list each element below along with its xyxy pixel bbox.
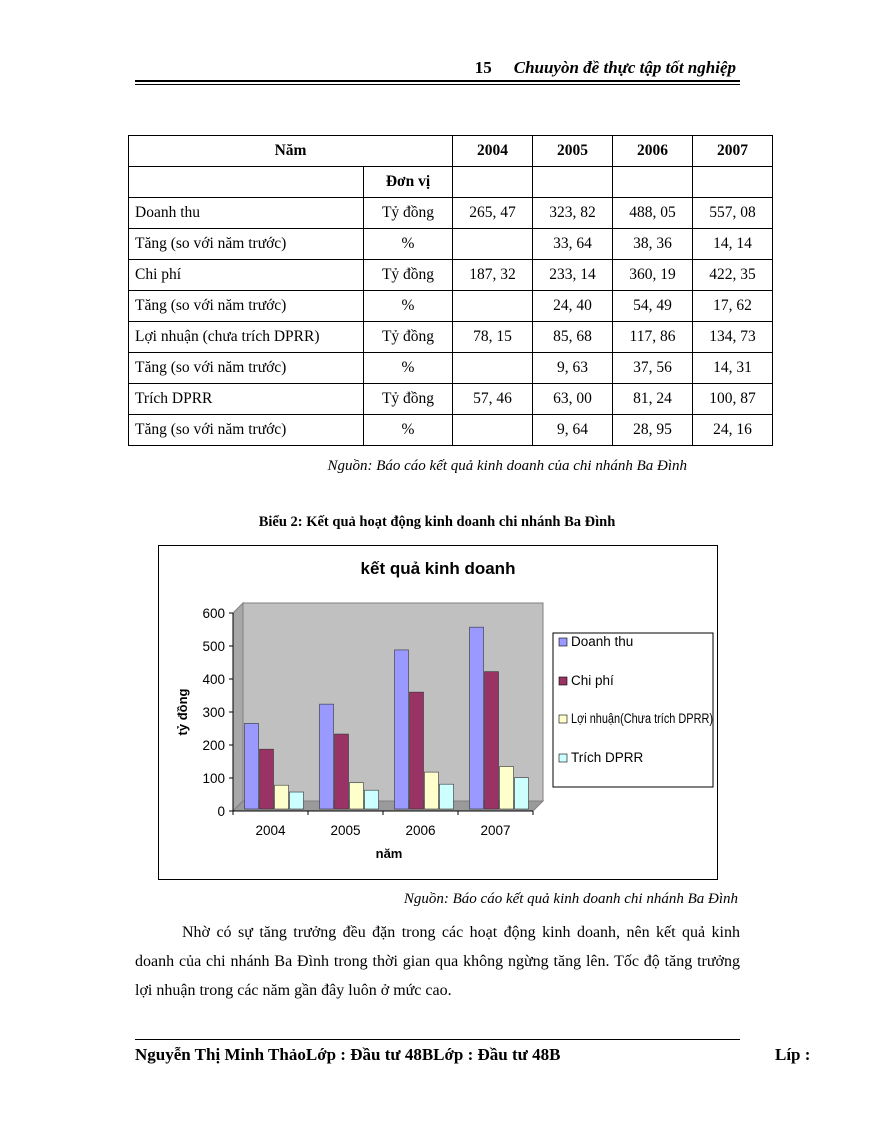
bar-l-i-nhu-n-ch-a-tr-ch-dprr--2006 [425,772,439,809]
x-tick-label: 2004 [255,823,286,838]
unit-cell: Tỷ đồng [364,322,453,353]
legend-swatch [559,677,567,685]
table-row [129,353,773,384]
year-cell: 2005 [533,136,613,167]
unit-cell: % [364,229,453,260]
y-axis-label: tỷ đồng [175,688,190,736]
value-cell: 134, 73 [693,322,773,353]
value-cell: 557, 08 [693,198,773,229]
table-row [129,322,773,353]
unit-cell: % [364,353,453,384]
legend-label: Trích DPRR [571,750,644,765]
blank-cell [613,167,693,198]
legend-swatch [559,638,567,646]
value-cell [453,229,533,260]
row-label-cell: Tăng (so với năm trước) [129,415,364,446]
bar-chi-ph--2007 [485,672,499,809]
legend-swatch [559,754,567,762]
plot-side-wall [233,603,243,811]
value-cell: 422, 35 [693,260,773,291]
chart-source-note: Nguồn: Báo cáo kết quả kinh doanh chi nhánh Ba Đình [403,891,738,907]
table-unit-row [129,167,773,198]
row-label-cell: Chi phí [129,260,364,291]
table-row [129,384,773,415]
row-label-cell: Doanh thu [129,198,364,229]
value-cell: 54, 49 [613,291,693,322]
page-header [135,58,740,80]
year-cell: 2006 [613,136,693,167]
bar-doanh-thu-2007 [470,627,484,809]
table-header-row [129,136,773,167]
bar-doanh-thu-2006 [395,650,409,809]
value-cell: 14, 31 [693,353,773,384]
unit-header-cell: Đơn vị [364,167,453,198]
bar-tr-ch-dprr-2006 [440,784,454,809]
year-cell: 2007 [693,136,773,167]
value-cell: 24, 40 [533,291,613,322]
chart-title: kết quả kinh doanh [360,559,516,578]
value-cell: 81, 24 [613,384,693,415]
value-cell: 57, 46 [453,384,533,415]
y-tick-label: 300 [202,705,225,720]
bar-l-i-nhu-n-ch-a-tr-ch-dprr--2007 [500,767,514,809]
table-row [129,229,773,260]
unit-cell: Tỷ đồng [364,198,453,229]
x-tick-label: 2005 [330,823,361,838]
bar-doanh-thu-2004 [245,723,259,809]
row-label-cell: Tăng (so với năm trước) [129,353,364,384]
unit-cell: Tỷ đồng [364,260,453,291]
unit-cell: % [364,415,453,446]
table-source-note: Nguồn: Báo cáo kết quả kinh doanh của chi nhánh Ba Đình [327,458,687,474]
legend-label: Doanh thu [571,634,634,649]
value-cell: 17, 62 [693,291,773,322]
value-cell: 265, 47 [453,198,533,229]
value-cell: 360, 19 [613,260,693,291]
value-cell: 233, 14 [533,260,613,291]
page-number: 15 [474,58,492,77]
value-cell: 63, 00 [533,384,613,415]
y-tick-label: 100 [202,771,225,786]
year-header-cell: Năm [129,136,453,167]
value-cell: 187, 32 [453,260,533,291]
chart-caption: Biểu 2: Kết quả hoạt động kinh doanh chi nhánh Ba Đình [258,514,616,530]
header-text [475,58,736,78]
unit-cell: Tỷ đồng [364,384,453,415]
x-tick-label: 2007 [480,823,511,838]
value-cell: 28, 95 [613,415,693,446]
row-label-cell: Tăng (so với năm trước) [129,291,364,322]
bar-l-i-nhu-n-ch-a-tr-ch-dprr--2005 [350,783,364,809]
value-cell [453,291,533,322]
value-cell: 9, 64 [533,415,613,446]
footer-rule [135,1039,740,1040]
table-row [129,260,773,291]
unit-cell: % [364,291,453,322]
body-paragraph: Nhờ có sự tăng trưởng đều đặn trong các hoạt động kinh doanh, nên kết quả kinh doanh của chi nhánh Ba Đình trong thời gian qua không ngừng tăng lên. Tốc độ tăng trưởng lợi nhuận trong các năm gần đây luôn ở mức cao. [135,924,740,999]
value-cell [453,415,533,446]
chart-container [158,545,718,880]
value-cell: 33, 64 [533,229,613,260]
x-axis-label: năm [375,846,403,861]
value-cell: 488, 05 [613,198,693,229]
row-label-cell: Tăng (so với năm trước) [129,229,364,260]
legend-label: Chi phí [571,673,614,688]
table-row [129,415,773,446]
bar-l-i-nhu-n-ch-a-tr-ch-dprr--2004 [275,785,289,809]
header-rule-thick [135,80,740,82]
y-tick-label: 0 [217,804,225,819]
blank-cell [129,167,364,198]
bar-chi-ph--2006 [410,692,424,809]
value-cell: 117, 86 [613,322,693,353]
header-rule-thin [135,84,740,85]
value-cell: 38, 36 [613,229,693,260]
footer-author: Nguyễn Thị Minh ThảoLớp : Đầu tư 48BLớp : Đầu tư 48B [135,1045,561,1064]
row-label-cell: Lợi nhuận (chưa trích DPRR) [129,322,364,353]
blank-cell [533,167,613,198]
legend-swatch [559,715,567,723]
header-title: Chuuyòn đề thực tập tốt nghiệp [513,58,736,77]
bar-tr-ch-dprr-2005 [365,790,379,809]
x-tick-label: 2006 [405,823,436,838]
value-cell: 9, 63 [533,353,613,384]
footer-class: Líp : [775,1045,811,1064]
value-cell: 100, 87 [693,384,773,415]
bar-tr-ch-dprr-2007 [515,778,529,809]
year-cell: 2004 [453,136,533,167]
business-results-table [128,135,773,446]
value-cell: 323, 82 [533,198,613,229]
bar-chi-ph--2005 [335,734,349,809]
business-results-chart [159,546,717,879]
value-cell: 78, 15 [453,322,533,353]
bar-chi-ph--2004 [260,749,274,809]
y-tick-label: 400 [202,672,225,687]
y-tick-label: 200 [202,738,225,753]
bar-doanh-thu-2005 [320,704,334,809]
row-label-cell: Trích DPRR [129,384,364,415]
blank-cell [453,167,533,198]
value-cell [453,353,533,384]
bar-tr-ch-dprr-2004 [290,792,304,809]
y-tick-label: 600 [202,606,225,621]
value-cell: 85, 68 [533,322,613,353]
value-cell: 24, 16 [693,415,773,446]
value-cell: 14, 14 [693,229,773,260]
table-row [129,291,773,322]
blank-cell [693,167,773,198]
table-row [129,198,773,229]
y-tick-label: 500 [202,639,225,654]
value-cell: 37, 56 [613,353,693,384]
legend-label: Lợi nhuận(Chưa trích DPRR) [571,711,713,726]
